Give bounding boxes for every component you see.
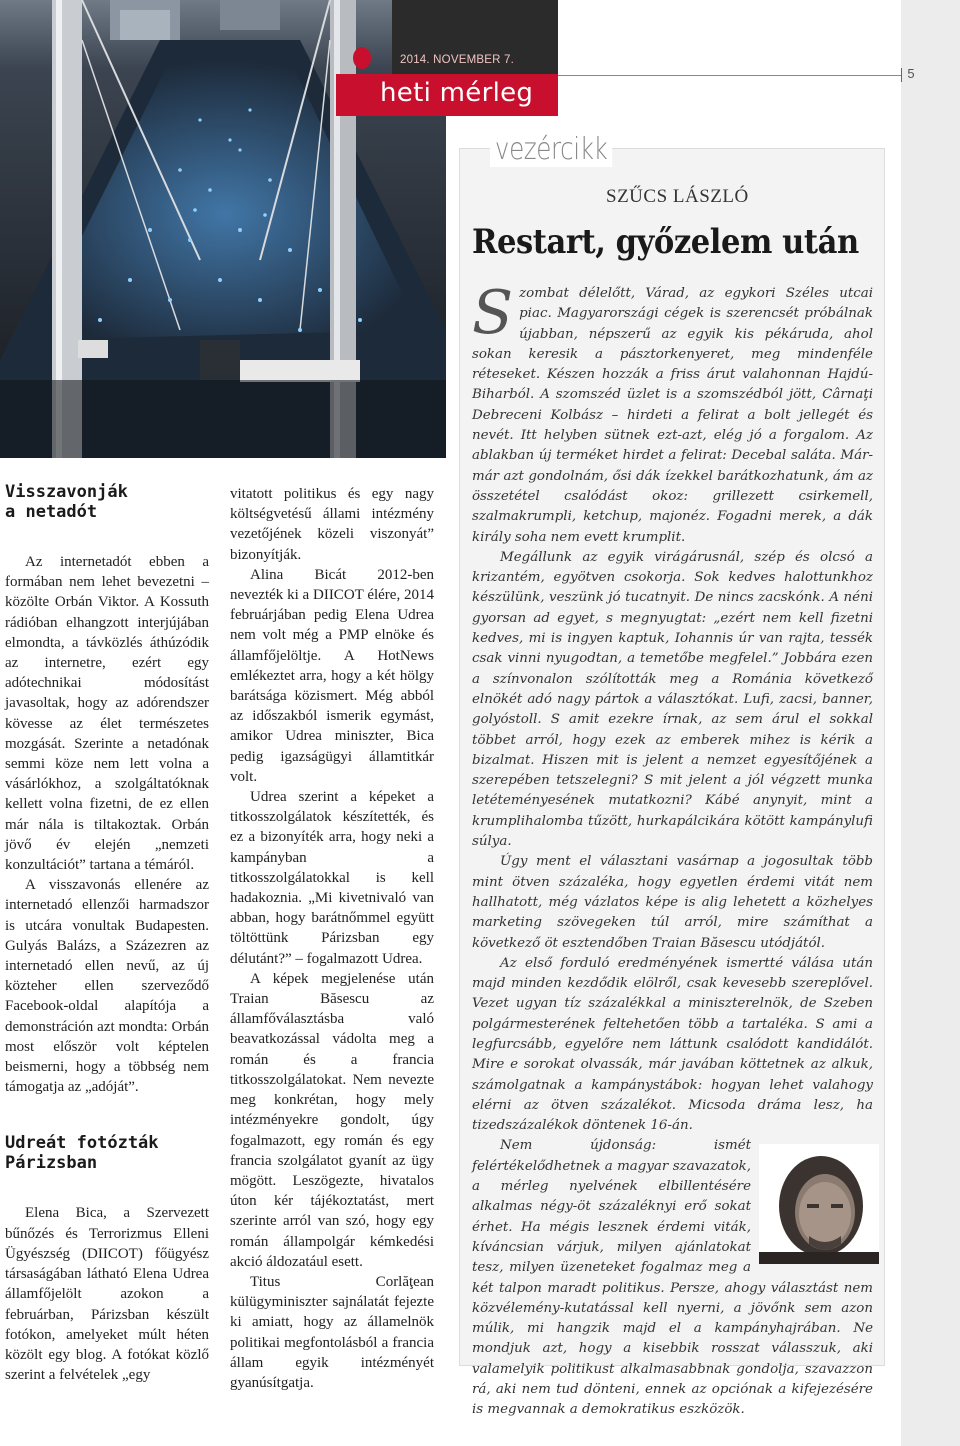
article-paragraph: Titus Corlăţean külügyminiszter sajnálatát fejezte ki amiatt, hogy az államelnök politikai megfontolásból a francia állam egyik intézményét gyanúsítgatja.	[230, 1273, 434, 1391]
article-column-1	[5, 482, 209, 1385]
article-title-netado: Visszavonják a netadót	[5, 482, 128, 522]
logo-i-icon	[338, 46, 374, 116]
editorial-paragraph: Úgy ment el választani vasárnap a jogosultak több mint ötven százaléka, hogy egyetlen érdemi vitát nem hallhatott, még vázlatos képe is alig lehetett a közhelyes marketing szövegeken túl arról, mire számíthat a következő öt esztendőben Traian Băsescu utódjától.	[472, 854, 873, 951]
page-number: 5	[907, 66, 915, 81]
article-paragraph: vitatott politikus és egy nagy költségvetésű állami intézmény vezetőjének közeli viszonyát” bizonyítják.	[230, 486, 434, 563]
section-title: heti mérleg	[380, 78, 534, 108]
header-rule	[558, 75, 901, 76]
page-margin-band	[901, 0, 960, 1446]
author-portrait-photo	[759, 1144, 879, 1264]
article-title-udrea: Udreát fotózták Párizsban	[5, 1133, 159, 1174]
editorial-paragraph: Szombat délelőtt, Várad, az egykori Széles utcai piac. Magyarországi cégek is szerencsét próbálnak újabban, népszerű az egyik kis pékáruda, ahol sokan keresik a pásztorkenyeret, meg mindenféle réteseket. Készen hozzák a friss árut valahonnan Hajdú-Biharból. A szomszéd üzlet is a szomszédból jött, Cârnaţi Debreceni Kolbász – hirdeti a felirat a bolt jellegét és nevét. Itt helyben sütnek ezt-azt, elég jó a forgalom. Az ablakban új terméket hirdet a felirat: Decebal saláta. Már-már azt gondolnám, ősi dák ízekkel barátkozhatunk, ám az összetétel csalódást okoz: grillezett csirkemell, szalmakrumpli, ketchup, majonéz. Fogadni merek, a dák király soha nem evett krumplit.	[472, 278, 873, 545]
article-column-2	[230, 484, 434, 1393]
author-name: SZŰCS LÁSZLÓ	[606, 186, 749, 207]
article-paragraph: Az internetadót ebben a formában nem lehet bevezetni – közölte Orbán Viktor. A Kossuth rádióban elhangzott interjújában elmondta, a távközlés áthúzódik az internetre, ezért egy adótechnikai módosítást javasoltak, hogy az adórendszer kövesse az élet természetes mozgását. Szerinte a netadónak semmi köze nem lett volna a vásárlókhoz, a szolgáltatóknak kellett volna fizetni, de ez ellen már nála is tiltakoztak. Orbán jövő év elején „nemzeti konzultációt” tartana a témáról.	[5, 554, 209, 874]
issue-date: 2014. NOVEMBER 7.	[400, 54, 514, 66]
headline: Restart, győzelem után	[472, 222, 859, 262]
editorial-body	[472, 278, 873, 1421]
article-paragraph: Elena Bica, a Szervezett bűnőzés és Terrorizmus Elleni Ügyészség (DIICOT) főügyész társaságában látható Elena Udrea államfőjelölt azokon a februárban, Párizsban készült fotókon, amelyeket múlt héten közölt egy blog. A fotókat közlő szerint a felvételek „egy	[5, 1205, 209, 1384]
article-paragraph: A visszavonás ellenére az internetadó ellenzői harmadszor is utcára vonultak Budapesten. Gulyás Balázs, a Százezren az internetadó ellen nevű, az új közteher ellen szerveződő Facebook-oldal alapítója a demonstráción azt mondta: Orbán most először volt képtelen beismerni, hogy a többség nem támogatja az „adóját”.	[5, 877, 209, 1096]
editorial-paragraph: Megállunk az egyik virágárusnál, szép és olcsó a krizantém, egyötven csokorja. Sok kedves halottunkhoz készülünk, veszünk jó tucatnyit. De nincs zacskónk. A néni gyorsan ad egyet, s megnyugtat: „ezért nem kell fizetni kedves, mi is ingyen kaptuk, Iohannis úr van rajta, tessék csak vinni nyugodtan, a temetőbe megfelel.” Jobbára ezen a színvonalon szólították meg a Románia következő elnökét adó nagy pártok a választókat. Lufi, zacsi, banner, golyóstoll. S amit ezekre írnak, az sem árul el sokkal többet arról, hogy ezek az emberek mihez is kérik a bizalmat. Hiszen mit is jelent a nemzet egyesítőjének a szerepében tetszelegni? S mit jelent a jól végzett munka letéteményesének mutatkozni? Kábé anynyit, mint a krumplihalomba tűzött, hurkapálcikára kötött kampánylufi súlya.	[472, 549, 873, 850]
editorial-label: vezércikk	[490, 132, 612, 167]
article-paragraph: Alina Bicát 2012-ben nevezték ki a DIICOT élére, 2014 februárjában pedig Elena Udrea nem volt még a PMP elnöke és államfőjelöltje. A HotNews emlékeztet arra, hogy a két hölgy barátsága közismert. Még abból az időszakból ismerik egymást, amikor Udrea miniszter, Bica pedig igazságügyi államtitkár volt.	[230, 566, 434, 785]
protest-crowd-bridge-photo	[0, 0, 446, 458]
article-paragraph: A képek megjelenése után Traian Băsescu az államfőválasztásba való beavatkozással vádolta meg a román és a francia titkosszolgálatokat. Nem nevezte meg konkrétan, hogy mely intézményekre gondolt, úgy fogalmazott, egy román és egy francia szolgálatot gyanít az ügy mögött. Leszögezte, hivatalos úton kér tájékoztatást, mert szerinte arról van szó, hogy egy román állampolgár kémkedési akció áldozatául esett.	[230, 970, 434, 1270]
editorial-paragraph: Nem újdonság: ismét felértékelődhetnek a magyar szavazatok, a mérleg nyelvének elbillentésére alkalmas négy-öt százaléknyi erő sokat érhet. Ha mégis lesznek érdemi viták, kíváncsian várjuk, milyen ajánlatokat tesz, milyen üzeneteket fogalmaz meg a két talpon maradt politikus. Persze, ahogy választást nem közvélemény-kutatással kell nyerni, a jövőnk sem azon múlik, mi hangzik majd el a kampányhajrában. Ne mondjuk azt, hogy a kisebbik rosszat válasszuk, aki valamelyik politikust alkalmasabbnak gondolja, szavazzon rá, aki nem tud dönteni, ennek az opciónak a kifejezésére is megvannak a demokratikus eszközök.	[472, 1136, 873, 1420]
editorial-paragraph: Az első forduló eredményének ismertté válása után majd minden kezdődik elölről, csak kevesebb szereplővel. Vezet ugyan tíz százalékkal a miniszterelnök, de Szeben polgármesterének feltehetően több a tartaléka. S ami a legfurcsább, egyelőre nem láttunk csalódott kandidálót. Mire e sorokat olvassák, már javában köttetnek az alkuk, számolgatnak a kampánystábok: hogyan lehet valahogy elérni az ötven százalékot. Micsoda dráma lesz, ha tizedszázalékok döntenek 16-án.	[472, 955, 873, 1134]
dropcap: S	[472, 278, 514, 348]
article-paragraph: Udrea szerint a képeket a titkosszolgálatok készítették, és ez a bizonyíték arra, hogy neki a kampányban a titkosszolgálatokkal is kell hadakoznia. „Mi kivetnivaló van abban, hogy barátnőmmel együtt töltöttünk Párizsban egy délutánt?” – fogalmazott Udrea.	[230, 789, 434, 967]
